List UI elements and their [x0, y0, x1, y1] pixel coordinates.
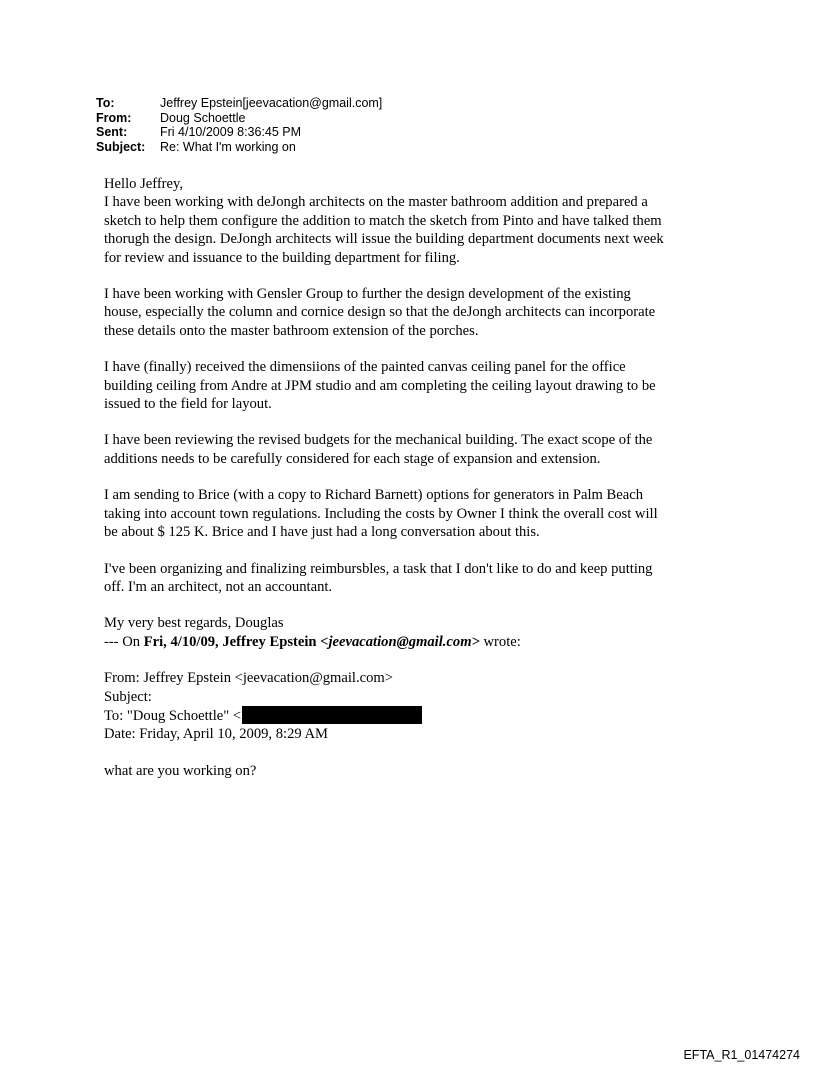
document-id: EFTA_R1_01474274 — [683, 1048, 800, 1062]
to-label: To: — [96, 96, 115, 110]
p2-line: house, especially the column and cornice design so that the deJongh architects can incorporate — [104, 304, 656, 321]
p5-line: I am sending to Brice (with a copy to Richard Barnett) options for generators in Palm Beach — [104, 487, 644, 504]
subject-label: Subject: — [96, 139, 146, 154]
quoted-date: Date: Friday, April 10, 2009, 8:29 AM — [104, 726, 329, 743]
p6-line: off. I'm an architect, not an accountant. — [104, 578, 333, 595]
to-value: Jeffrey Epstein[jeevacation@gmail.com] — [160, 96, 383, 110]
quoted-message: what are you working on? — [104, 762, 257, 779]
p3-line: I have (finally) received the dimensiions of the painted canvas ceiling panel for the office — [104, 359, 626, 376]
email-header — [96, 96, 382, 154]
signoff: My very best regards, Douglas — [104, 615, 284, 632]
p5-line: taking into account town regulations. Including the costs by Owner I think the overall cost will — [104, 505, 658, 522]
header-from-row — [96, 111, 382, 126]
p1-line: thorugh the design. DeJongh architects will issue the building department documents next week — [104, 231, 664, 248]
p2-line: these details onto the master bathroom extension of the porches. — [104, 322, 479, 339]
p5-line: be about $ 125 K. Brice and I have just had a long conversation about this. — [104, 524, 540, 541]
header-sent-row — [96, 125, 382, 140]
from-label: From: — [96, 110, 132, 125]
from-value: Doug Schoettle — [160, 110, 246, 125]
header-subject-row — [96, 140, 382, 155]
greeting: Hello Jeffrey, — [104, 176, 184, 192]
p3-line: building ceiling from Andre at JPM studio and am completing the ceiling layout drawing to be — [104, 377, 656, 394]
quoted-to — [104, 706, 744, 725]
quote-prefix: --- On — [104, 633, 144, 650]
p4-line: I have been reviewing the revised budgets for the mechanical building. The exact scope of the — [104, 432, 653, 449]
sent-value: Fri 4/10/2009 8:36:45 PM — [160, 125, 302, 139]
p1-line: sketch to help them configure the addition to match the sketch from Pinto and have talked them — [104, 212, 662, 229]
quote-intro — [104, 633, 744, 651]
sent-label: Sent: — [96, 125, 128, 139]
quoted-to-text: To: "Doug Schoettle" < — [104, 707, 242, 724]
quoted-from: From: Jeffrey Epstein <jeevacation@gmail.com> — [104, 670, 393, 687]
p1-line: I have been working with deJongh architects on the master bathroom addition and prepared a — [104, 194, 648, 211]
quote-date: Fri, 4/10/09, Jeffrey Epstein — [143, 633, 321, 650]
header-to-row — [96, 96, 382, 111]
redaction-block — [242, 706, 422, 724]
p2-line: I have been working with Gensler Group to further the design development of the existing — [104, 286, 631, 303]
p4-line: additions needs to be carefully considered for each stage of expansion and extension. — [104, 450, 601, 467]
subject-value: Re: What I'm working on — [160, 139, 296, 154]
p3-line: issued to the field for layout. — [104, 396, 272, 413]
quoted-subject: Subject: — [104, 688, 152, 705]
p6-line: I've been organizing and finalizing reimbursbles, a task that I don't like to do and keep putting — [104, 560, 653, 577]
p1-line: for review and issuance to the building department for filing. — [104, 249, 460, 266]
quote-suffix: wrote: — [479, 633, 521, 650]
quote-email-link[interactable]: <jeevacation@gmail.com> — [320, 633, 480, 650]
email-body — [104, 175, 744, 780]
